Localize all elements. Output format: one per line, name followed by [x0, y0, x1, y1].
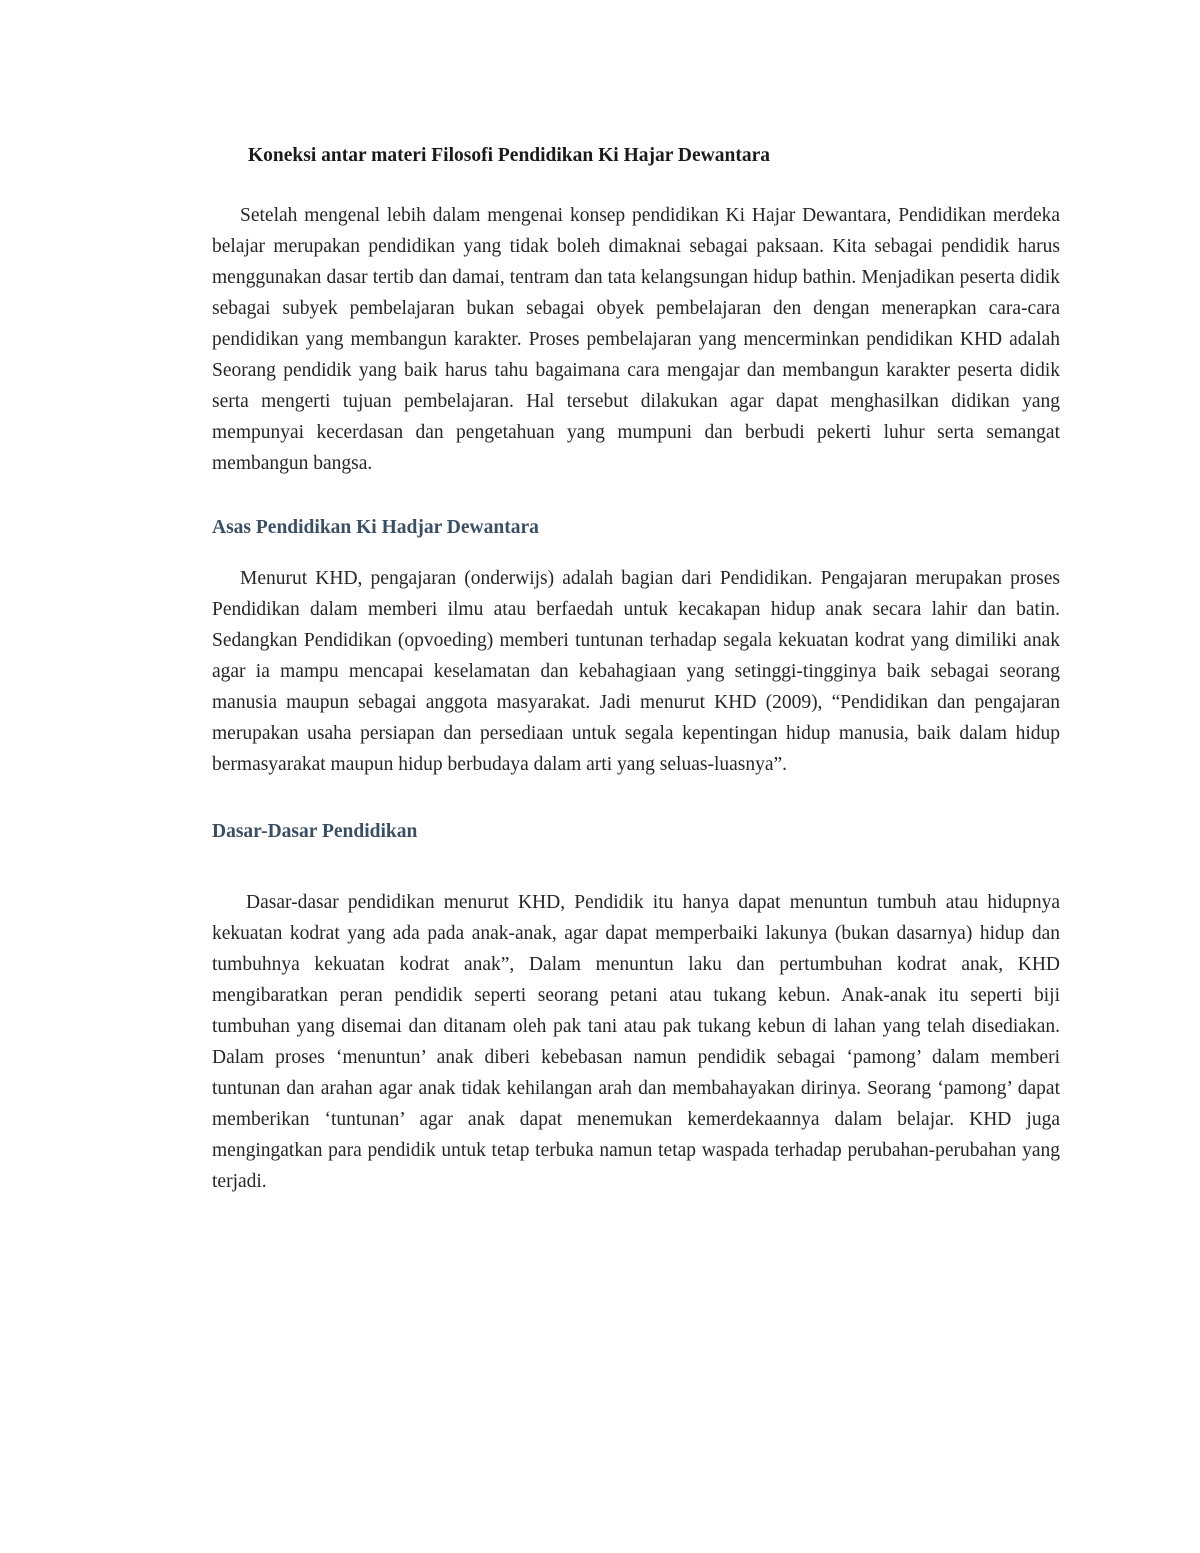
document-body — [212, 138, 1060, 1197]
section-heading-dasar: Dasar-Dasar Pendidikan — [212, 821, 418, 842]
section-paragraph-asas: Menurut KHD, pengajaran (onderwijs) adalah bagian dari Pendidikan. Pengajaran merupakan proses Pendidikan dalam memberi ilmu atau berfaedah untuk kecakapan hidup anak secara lahir dan batin. Sedangkan Pendidikan (opvoeding) memberi tuntunan terhadap segala kekuatan kodrat yang dimiliki anak agar ia mampu mencapai keselamatan dan kebahagiaan yang setinggi-tingginya baik sebagai seorang manusia maupun sebagai anggota masyarakat. Jadi menurut KHD (2009), “Pendidikan dan pengajaran merupakan usaha persiapan dan persediaan untuk segala kepentingan hidup manusia, baik dalam hidup bermasyarakat maupun hidup berbudaya dalam arti yang seluas-luasnya”. — [212, 568, 1060, 775]
intro-paragraph: Setelah mengenal lebih dalam mengenai konsep pendidikan Ki Hajar Dewantara, Pendidikan merdeka belajar merupakan pendidikan yang tidak boleh dimaknai sebagai paksaan. Kita sebagai pendidik harus menggunakan dasar tertib dan damai, tentram dan tata kelangsungan hidup bathin. Menjadikan peserta didik sebagai subyek pembelajaran bukan sebagai obyek pembelajaran den dengan menerapkan cara-cara pendidikan yang membangun karakter. Proses pembelajaran yang mencerminkan pendidikan KHD adalah Seorang pendidik yang baik harus tahu bagaimana cara mengajar dan membangun karakter peserta didik serta mengerti tujuan pembelajaran. Hal tersebut dilakukan agar dapat menghasilkan didikan yang mempunyai kecerdasan dan pengetahuan yang mumpuni dan berbudi pekerti luhur serta semangat membangun bangsa. — [212, 205, 1060, 474]
document-title: Koneksi antar materi Filosofi Pendidikan Ki Hajar Dewantara — [248, 145, 770, 166]
section-heading-asas: Asas Pendidikan Ki Hadjar Dewantara — [212, 517, 539, 538]
section-paragraph-dasar: Dasar-dasar pendidikan menurut KHD, Pendidik itu hanya dapat menuntun tumbuh atau hidupnya kekuatan kodrat yang ada pada anak-anak, agar dapat memperbaiki lakunya (bukan dasarnya) hidup dan tumbuhnya kekuatan kodrat anak”, Dalam menuntun laku dan pertumbuhan kodrat anak, KHD mengibaratkan peran pendidik seperti seorang petani atau tukang kebun. Anak-anak itu seperti biji tumbuhan yang disemai dan ditanam oleh pak tani atau pak tukang kebun di lahan yang telah disediakan. Dalam proses ‘menuntun’ anak diberi kebebasan namun pendidik sebagai ‘pamong’ dalam memberi tuntunan dan arahan agar anak tidak kehilangan arah dan membahayakan dirinya. Seorang ‘pamong’ dapat memberikan ‘tuntunan’ agar anak dapat menemukan kemerdekaannya dalam belajar. KHD juga mengingatkan para pendidik untuk tetap terbuka namun tetap waspada terhadap perubahan-perubahan yang terjadi. — [212, 892, 1060, 1192]
